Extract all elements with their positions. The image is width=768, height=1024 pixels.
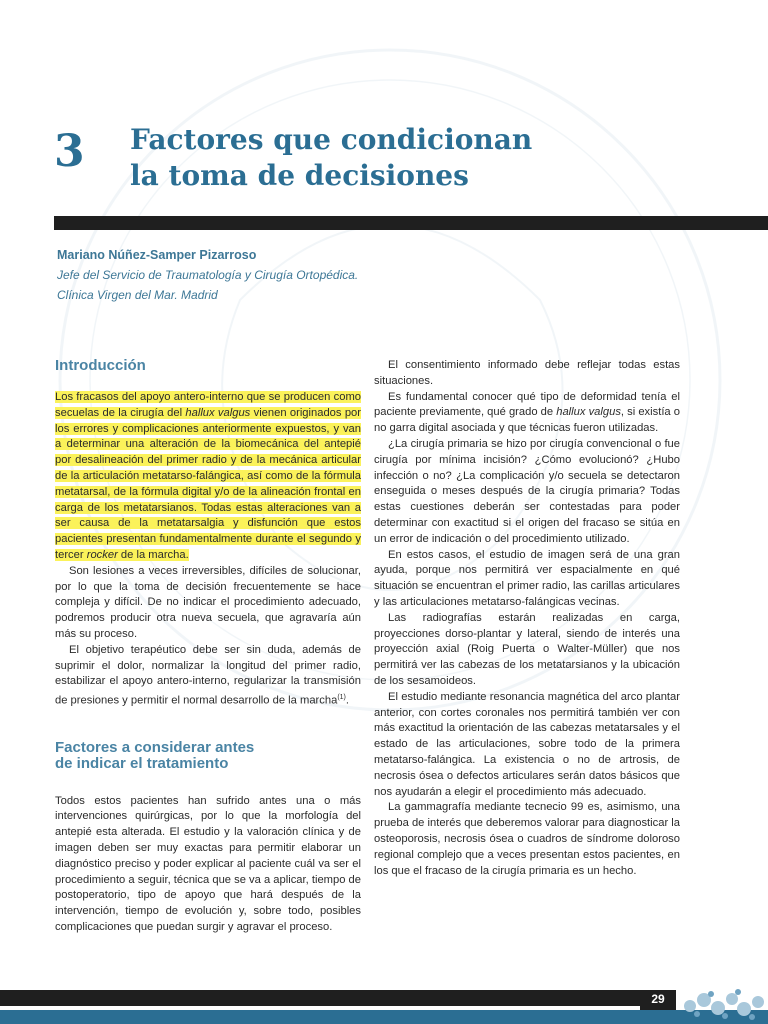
chapter-title-line2: la toma de decisiones [130,159,469,192]
footer-rule [0,990,640,1006]
chapter-title [130,122,690,194]
header-rule [54,216,768,230]
page-number: 29 [651,992,665,1006]
footer-band [0,1010,768,1024]
factors-paragraph-1: Todos estos pacientes han sufrido antes una o más intervenciones quirúrgicas, por lo que la morfología del antepié esta alterada. El estudio y la valoración clínica y de imagen deben ser muy exactas para permitir elaborar un diagnóstico preciso y poder explicar al paciente cuál va ser el procedimiento a seguir, técnica que se va a aplicar, tiempo de postoperatorio, tipo de apoyo que hará después de la intervención, tiempo de evolución y, sobre todo, posibles complicaciones que puedan surgir y agravar el proceso. [55,794,361,934]
right-paragraph-3: ¿La cirugía primaria se hizo por cirugía convencional o fue cirugía por mínima incisión? ¿Cómo evolucionó? ¿Hubo infección o no? ¿La complicación y/o secuela se detectaron enseguida o meses después de la cirugía primaria? Todas estas cuestiones deberán ser contestadas para poder determinar con exactitud si el origen del fracaso se sitúa en un error de indicación o del procedimiento utilizado. [374,437,680,545]
left-column [55,358,361,936]
right-paragraph-1: El consentimiento informado debe reflejar todas estas situaciones. [374,359,680,387]
right-paragraph-4: En estos casos, el estudio de imagen será de una gran ayuda, porque nos permitirá ver espacialmente en qué situación se encuentran el primer radio, las carillas articulares y las articulaciones metatarso-falángicas vecinas. [374,548,680,608]
intro-paragraph-3: El objetivo terapéutico debe ser sin duda, además de suprimir el dolor, normalizar la longitud del primer radio, estabilizar el apoyo antero-interno, regularizar la transmisión de presiones y permitir el normal desarrollo de la marcha$^{(1)}$. [55,643,361,707]
right-paragraph-7: La gammagrafía mediante tecnecio 99 es, asimismo, una prueba de interés que deberemos valorar para diagnosticar la osteoporosis, necrosis ósea o cuadros de síndrome doloroso regional complejo que a veces presentan estos pacientes, en los que el fracaso de la cirugía primaria es un hecho. [374,801,680,877]
section-heading-intro: Introducción [55,357,146,374]
right-paragraph-5: Las radiografías estarán realizadas en carga, proyecciones dorso-plantar y lateral, siendo de interés una proyección axial (Roig Puerta o Walter-Müller) que nos permitirá ver las cabezas de los metatarsianos y la ubicación de los sesamoideos. [374,611,680,687]
right-column [374,358,680,879]
intro-paragraph-2: Son lesiones a veces irreversibles, difíciles de solucionar, por lo que la toma de decisión frecuentemente se hace compleja y difícil. De no indicar el procedimiento adecuado, podremos producir otra nueva secuela, que agravaría aún más su proceso. [55,564,361,640]
intro-paragraph-1 [55,390,361,564]
author-affiliation-line2: Clínica Virgen del Mar. Madrid [57,288,218,302]
right-paragraph-2: Es fundamental conocer qué tipo de deformidad tenía el paciente previamente, qué grado de hallux valgus, si existía o no garra digital asociada y que técnicas fueron utilizadas. [374,390,680,435]
citation-ref: (1) [337,694,346,702]
right-paragraph-6: El estudio mediante resonancia magnética del arco plantar anterior, con cortes coronales nos permitirá también ver con más exactitud la orientación de las cabezas metatarsales y el estado de las articulaciones, sobre todo de la primera metatarso-falángica. La existencia o no de artrosis, de necrosis ósea o defectos articulares serán datos básicos que nos ayudarán a elegir el procedimiento más adecuado. [374,690,680,798]
highlighted-text: Los fracasos del apoyo antero-interno que se producen como secuelas de la cirugía del hallux valgus vienen originados por los errores y complicaciones anteriormente expuestos, y van a determinar una alteración de la biomecánica del antepié por desalineación del primer radio y de la mecánica articular de la articulación metatarso-falángica, así como de la fórmula metatarsal, de la fórmula digital y/o de la alineación frontal en carga de los metatarsianos. Todas estas alteraciones van a ser causa de la metatarsalgia y disfunción que estos pacientes presentan fundamentalmente durante el segundo y tercer rocker de la marcha. [55,391,361,561]
footer-decoration-icon [680,986,768,1024]
author-affiliation-line1: Jefe del Servicio de Traumatología y Cirugía Ortopédica. [57,268,359,282]
author-name: Mariano Núñez-Samper Pizarroso [57,248,257,262]
chapter-title-line1: Factores que condicionan [130,123,533,156]
section-heading-factors: Factores a considerar antes de indicar el tratamiento [55,738,255,772]
chapter-number: 3 [54,126,85,177]
